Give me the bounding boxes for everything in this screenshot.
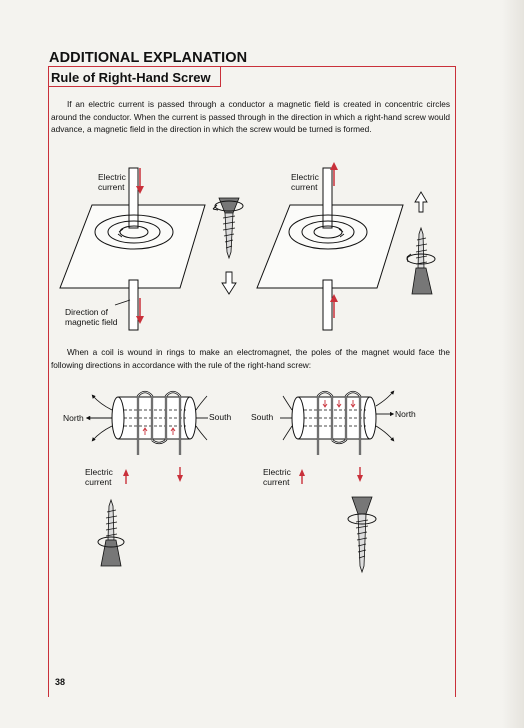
left-coil-current-line2: current: [85, 477, 112, 487]
left-coil-current-line1: Electric: [85, 467, 113, 477]
left-current-label-line2: current: [98, 182, 125, 192]
screw-up-icon: [407, 192, 435, 294]
page-number: 38: [55, 677, 66, 687]
right-coil-current-line2: current: [263, 477, 290, 487]
screw-down-icon: [213, 198, 243, 294]
magnetic-field-label-line2: magnetic field: [65, 317, 118, 327]
left-north-label: North: [63, 413, 84, 423]
left-south-label: South: [209, 412, 232, 422]
right-current-label-line2: current: [291, 182, 318, 192]
right-current-label-line1: Electric: [291, 172, 319, 182]
right-coil-current-line1: Electric: [263, 467, 291, 477]
right-coil-diagram: [280, 392, 393, 484]
left-current-label-line1: Electric: [98, 172, 126, 182]
left-coil-diagram: [88, 392, 208, 484]
section-title: Rule of Right-Hand Screw: [51, 70, 211, 85]
coil-text: When a coil is wound in rings to make an electromagnet, the poles of the magnet would face the following directions in accordance with the rule of the right-hand screw:: [51, 347, 450, 370]
right-conductor-diagram: [257, 162, 403, 330]
coil-screw-right-icon: [348, 497, 376, 572]
intro-text: If an electric current is passed through a conductor a magnetic field is created in concentric circles around the conductor. When the current is passed through in the direction in which a right-hand screw would advance, a magnetic field in the direction in which the screw would be turned is formed.: [51, 99, 450, 135]
coil-screw-left-icon: [98, 500, 124, 566]
page-heading: ADDITIONAL EXPLANATION: [49, 50, 248, 66]
left-conductor-diagram: [60, 168, 205, 330]
right-south-label: South: [251, 412, 274, 422]
magnetic-field-label-line1: Direction of: [65, 307, 108, 317]
right-north-label: North: [395, 409, 416, 419]
